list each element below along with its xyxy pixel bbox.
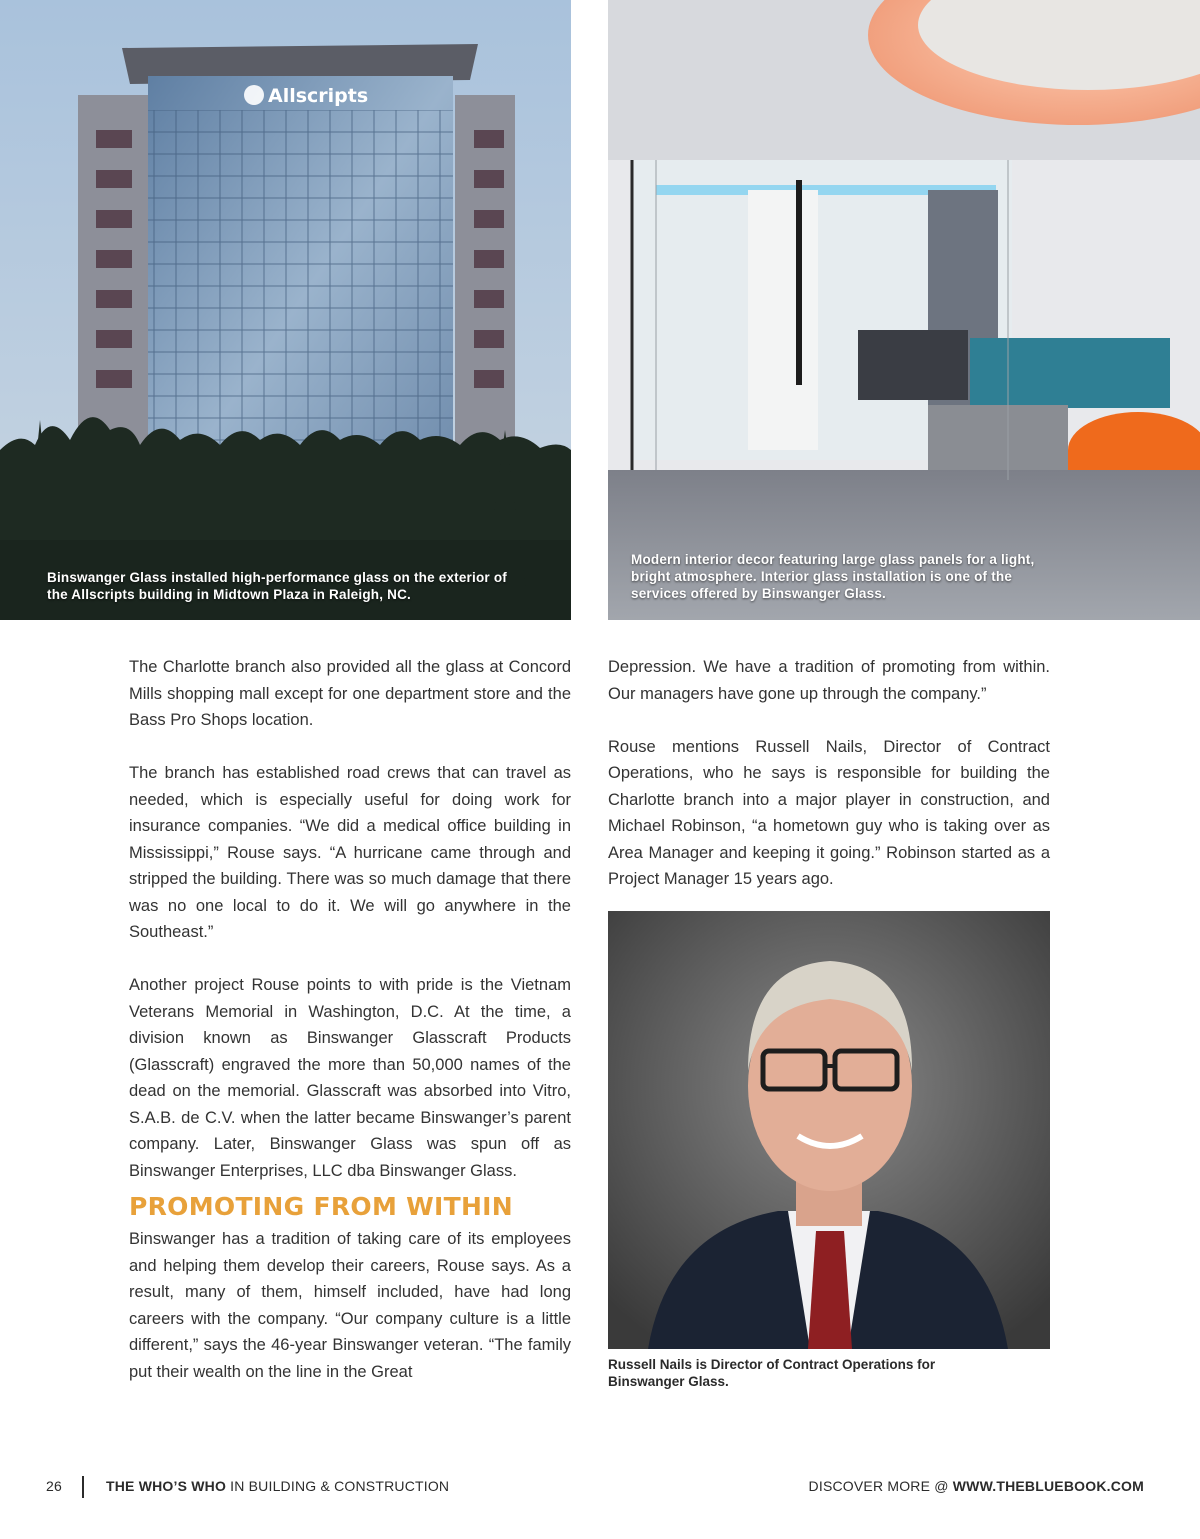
- building-illustration: [0, 0, 571, 620]
- right-column: [608, 654, 1050, 893]
- publication-name-rest: IN BUILDING & CONSTRUCTION: [226, 1478, 450, 1494]
- interior-caption: Modern interior decor featuring large glass panels for a light, bright atmosphere. Interior glass installation is one of the services offered by Binswanger Glass.: [631, 552, 1035, 601]
- footer-divider: [82, 1476, 84, 1498]
- discover-more: [809, 1478, 1144, 1494]
- portrait-caption: Russell Nails is Director of Contract Operations for Binswanger Glass.: [608, 1357, 936, 1389]
- building-caption: Binswanger Glass installed high-performance glass on the exterior of the Allscripts building in Midtown Plaza in Raleigh, NC.: [47, 570, 507, 602]
- left-paragraph-3: Another project Rouse points to with pride is the Vietnam Veterans Memorial in Washington, D.C. At the time, a division known as Binswanger Glasscraft Products (Glasscraft) engraved the more than 50,000 names of the dead on the memorial. Glasscraft was absorbed into Vitro, S.A.B. de C.V. when the latter became Binswanger’s parent company. Later, Binswanger Glass was spun off as Binswanger Enterprises, LLC dba Binswanger Glass.: [129, 976, 571, 1180]
- section-heading: PROMOTING FROM WITHIN: [129, 1192, 513, 1221]
- right-paragraph-2: Rouse mentions Russell Nails, Director of Contract Operations, who he says is responsible for building the Charlotte branch into a major player in construction, and Michael Robinson, “a hometown guy who is taking over as Area Manager and keeping it going.” Robinson started as a Project Manager 15 years ago.: [608, 737, 1050, 888]
- building-sign: Allscripts: [268, 85, 369, 107]
- interior-photo: [608, 0, 1200, 620]
- publication-name: [106, 1478, 449, 1494]
- left-paragraph-4: Binswanger has a tradition of taking care of its employees and helping them develop their careers, Rouse says. As a result, many of them, himself included, have had long careers with the company. “Our company culture is a little different,” says the 46-year Binswanger veteran. “The family put their wealth on the line in the Great: [129, 1230, 571, 1381]
- left-paragraph-1: The Charlotte branch also provided all the glass at Concord Mills shopping mall except for one department store and the Bass Pro Shops location.: [129, 658, 571, 729]
- left-column: [129, 654, 571, 1385]
- discover-prefix: DISCOVER MORE @: [808, 1478, 953, 1494]
- left-paragraph-2: The branch has established road crews that can travel as needed, which is especially useful for doing work for insurance companies. “We did a medical office building in Mississippi,” Rouse says. “A hurricane came through and stripped the building. There was so much damage that there was no one local to do it. We will go anywhere in the Southeast.”: [129, 764, 571, 941]
- building-photo: [0, 0, 571, 620]
- right-paragraph-1: Depression. We have a tradition of promoting from within. Our managers have gone up through the company.”: [608, 658, 1050, 703]
- portrait-photo: [608, 911, 1050, 1349]
- website-link[interactable]: WWW.THEBLUEBOOK.COM: [952, 1478, 1144, 1494]
- publication-name-bold: THE WHO’S WHO: [106, 1478, 227, 1494]
- page-number: 26: [46, 1478, 62, 1494]
- interior-illustration: [608, 0, 1200, 620]
- portrait-illustration: [608, 911, 1050, 1349]
